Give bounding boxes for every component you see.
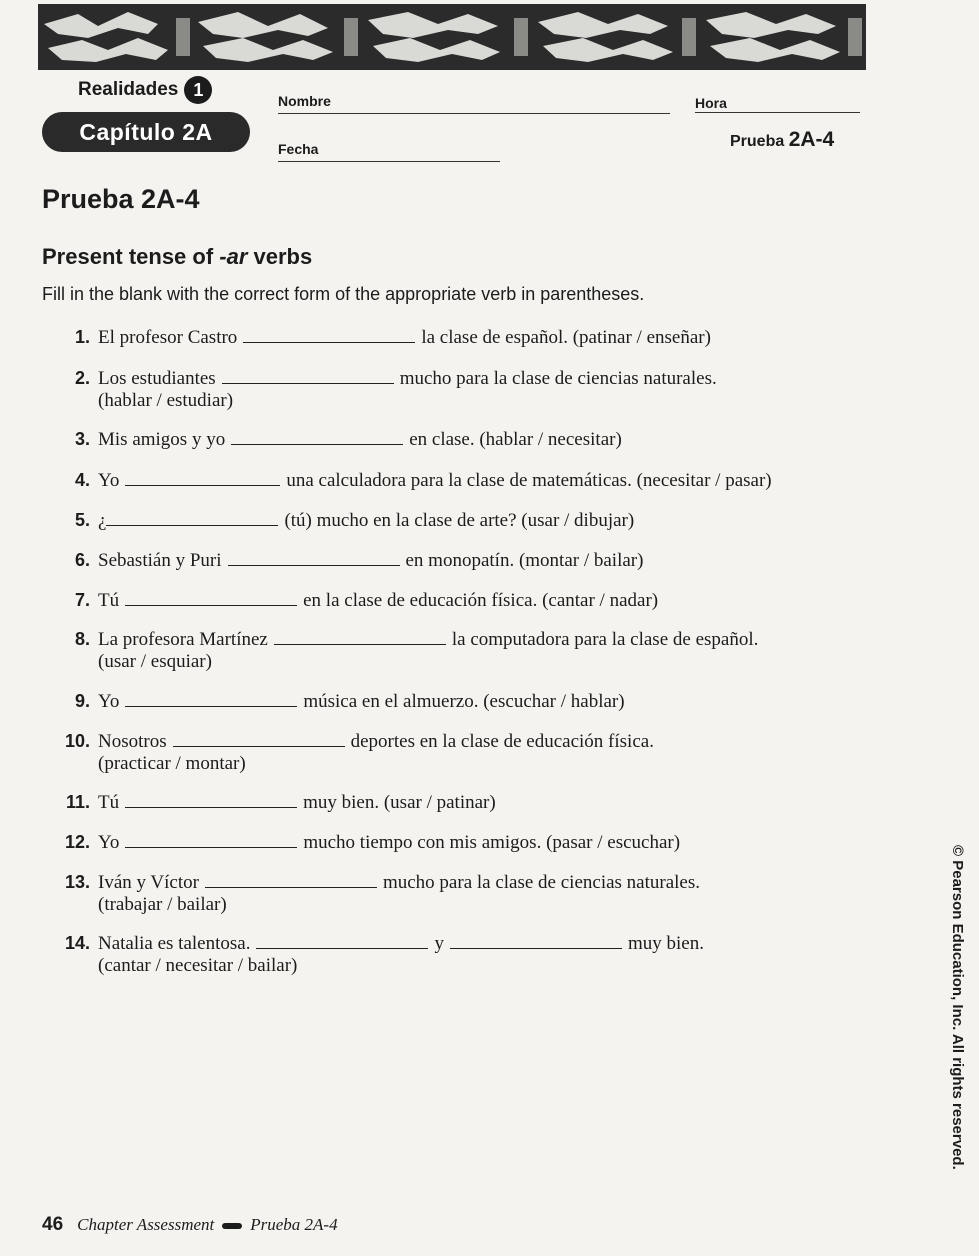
question-number: 14. bbox=[64, 933, 90, 953]
question-number: 7. bbox=[74, 590, 90, 610]
date-label: Fecha bbox=[278, 141, 319, 157]
answer-blank[interactable] bbox=[228, 549, 400, 566]
series-name: Realidades bbox=[78, 79, 179, 101]
question-item bbox=[48, 628, 868, 673]
question-text: Nosotros bbox=[98, 731, 167, 752]
hour-field[interactable] bbox=[695, 112, 860, 113]
question-text-after: muy bien. (usar / patinar) bbox=[303, 792, 496, 813]
section-heading-ending: -ar bbox=[219, 244, 248, 269]
question-text: El profesor Castro bbox=[98, 327, 238, 348]
question-text: Yo bbox=[98, 470, 120, 491]
question-text: ¿ bbox=[98, 510, 107, 531]
answer-blank[interactable] bbox=[125, 831, 297, 848]
question-number: 6. bbox=[74, 550, 90, 570]
question-text-after: deportes en la clase de educación física. bbox=[350, 731, 654, 752]
decorative-banner bbox=[38, 4, 866, 70]
section-heading bbox=[42, 244, 312, 270]
question-item bbox=[48, 690, 868, 713]
question-text: Yo bbox=[98, 832, 120, 853]
question-number: 12. bbox=[64, 832, 90, 852]
question-item bbox=[48, 509, 868, 532]
name-label: Nombre bbox=[278, 93, 331, 109]
question-number: 11. bbox=[65, 792, 90, 812]
answer-blank[interactable] bbox=[125, 469, 280, 486]
hour-label: Hora bbox=[695, 95, 727, 111]
banner-pattern bbox=[38, 4, 866, 70]
question-number: 5. bbox=[74, 510, 90, 530]
question-text-after: la computadora para la clase de español. bbox=[451, 629, 759, 650]
question-number: 8. bbox=[74, 629, 90, 649]
question-text-after: la clase de español. (patinar / enseñar) bbox=[421, 327, 711, 348]
answer-blank[interactable] bbox=[106, 509, 278, 526]
question-item bbox=[48, 831, 868, 854]
question-text: Tú bbox=[98, 792, 120, 813]
copyright-text: © Pearson Education, Inc. All rights reserved. bbox=[949, 845, 966, 1170]
question-text: Yo bbox=[98, 691, 120, 712]
answer-blank[interactable] bbox=[222, 367, 394, 384]
question-text-after: música en el almuerzo. (escuchar / hablar) bbox=[303, 691, 625, 712]
question-item bbox=[48, 932, 868, 977]
answer-blank[interactable] bbox=[256, 932, 428, 949]
verb-options: (usar / esquiar) bbox=[98, 651, 212, 672]
answer-blank[interactable] bbox=[274, 628, 446, 645]
answer-blank-2[interactable] bbox=[450, 932, 622, 949]
section-heading-end: verbs bbox=[247, 244, 313, 269]
question-text: La profesora Martínez bbox=[98, 629, 268, 650]
footer-quiz: Prueba 2A-4 bbox=[250, 1215, 338, 1234]
verb-options: (cantar / necesitar / bailar) bbox=[98, 955, 298, 976]
question-number: 1. bbox=[74, 327, 90, 347]
page-title: Prueba 2A-4 bbox=[42, 184, 200, 214]
page-number: 46 bbox=[42, 1214, 64, 1235]
quiz-id bbox=[730, 128, 834, 152]
date-field[interactable] bbox=[278, 161, 500, 162]
name-field[interactable] bbox=[278, 113, 670, 114]
question-text: Los estudiantes bbox=[98, 368, 216, 389]
question-item bbox=[48, 589, 868, 612]
quiz-code: 2A-4 bbox=[788, 128, 835, 151]
verb-options: (hablar / estudiar) bbox=[98, 390, 234, 411]
question-text-after: (tú) mucho en la clase de arte? (usar / dibujar) bbox=[284, 510, 635, 531]
question-number: 3. bbox=[74, 429, 90, 449]
chapter-badge: Capítulo 2A bbox=[42, 112, 250, 152]
question-item bbox=[48, 871, 868, 916]
question-text-after: mucho tiempo con mis amigos. (pasar / escuchar) bbox=[303, 832, 681, 853]
question-text: Iván y Víctor bbox=[98, 872, 199, 893]
question-item bbox=[48, 469, 868, 492]
question-number: 10. bbox=[64, 731, 90, 751]
question-item bbox=[48, 428, 868, 451]
question-item bbox=[48, 791, 868, 814]
instructions: Fill in the blank with the correct form of the appropriate verb in parentheses. bbox=[42, 284, 645, 304]
question-item bbox=[48, 367, 868, 412]
question-text-after: en monopatín. (montar / bailar) bbox=[405, 550, 644, 571]
series-label bbox=[78, 76, 212, 104]
question-item bbox=[48, 730, 868, 775]
question-text: Mis amigos y yo bbox=[98, 429, 226, 450]
question-number: 9. bbox=[74, 691, 90, 711]
verb-options: (trabajar / bailar) bbox=[98, 894, 227, 915]
question-text: Sebastián y Puri bbox=[98, 550, 222, 571]
answer-blank[interactable] bbox=[125, 589, 297, 606]
question-text: Tú bbox=[98, 590, 120, 611]
question-text-after: en clase. (hablar / necesitar) bbox=[409, 429, 622, 450]
book-name: Chapter Assessment bbox=[77, 1215, 215, 1234]
answer-blank[interactable] bbox=[231, 428, 403, 445]
question-item bbox=[48, 326, 868, 349]
answer-blank[interactable] bbox=[205, 871, 377, 888]
copyright-notice bbox=[946, 845, 970, 1170]
question-text-after: en la clase de educación física. (cantar / nadar) bbox=[303, 590, 659, 611]
section-heading-start: Present tense of bbox=[42, 244, 220, 269]
footer-separator bbox=[222, 1223, 242, 1229]
answer-blank[interactable] bbox=[243, 326, 415, 343]
page-footer bbox=[42, 1214, 338, 1236]
quiz-word: Prueba bbox=[730, 133, 785, 150]
question-item bbox=[48, 549, 868, 572]
answer-blank[interactable] bbox=[125, 690, 297, 707]
verb-options: (practicar / montar) bbox=[98, 753, 246, 774]
question-text: Natalia es talentosa. bbox=[98, 933, 251, 954]
question-number: 2. bbox=[74, 368, 90, 388]
question-text-after: mucho para la clase de ciencias naturales. bbox=[382, 872, 701, 893]
answer-blank[interactable] bbox=[173, 730, 345, 747]
question-text-after: mucho para la clase de ciencias naturales. bbox=[399, 368, 717, 389]
question-text-after: una calculadora para la clase de matemáticas. (necesitar / pasar) bbox=[286, 470, 772, 491]
level-badge: 1 bbox=[184, 76, 212, 104]
question-text-after: muy bien. bbox=[627, 933, 704, 954]
conjunction: y bbox=[434, 933, 444, 954]
answer-blank[interactable] bbox=[125, 791, 297, 808]
question-number: 4. bbox=[74, 470, 90, 490]
question-number: 13. bbox=[64, 872, 90, 892]
